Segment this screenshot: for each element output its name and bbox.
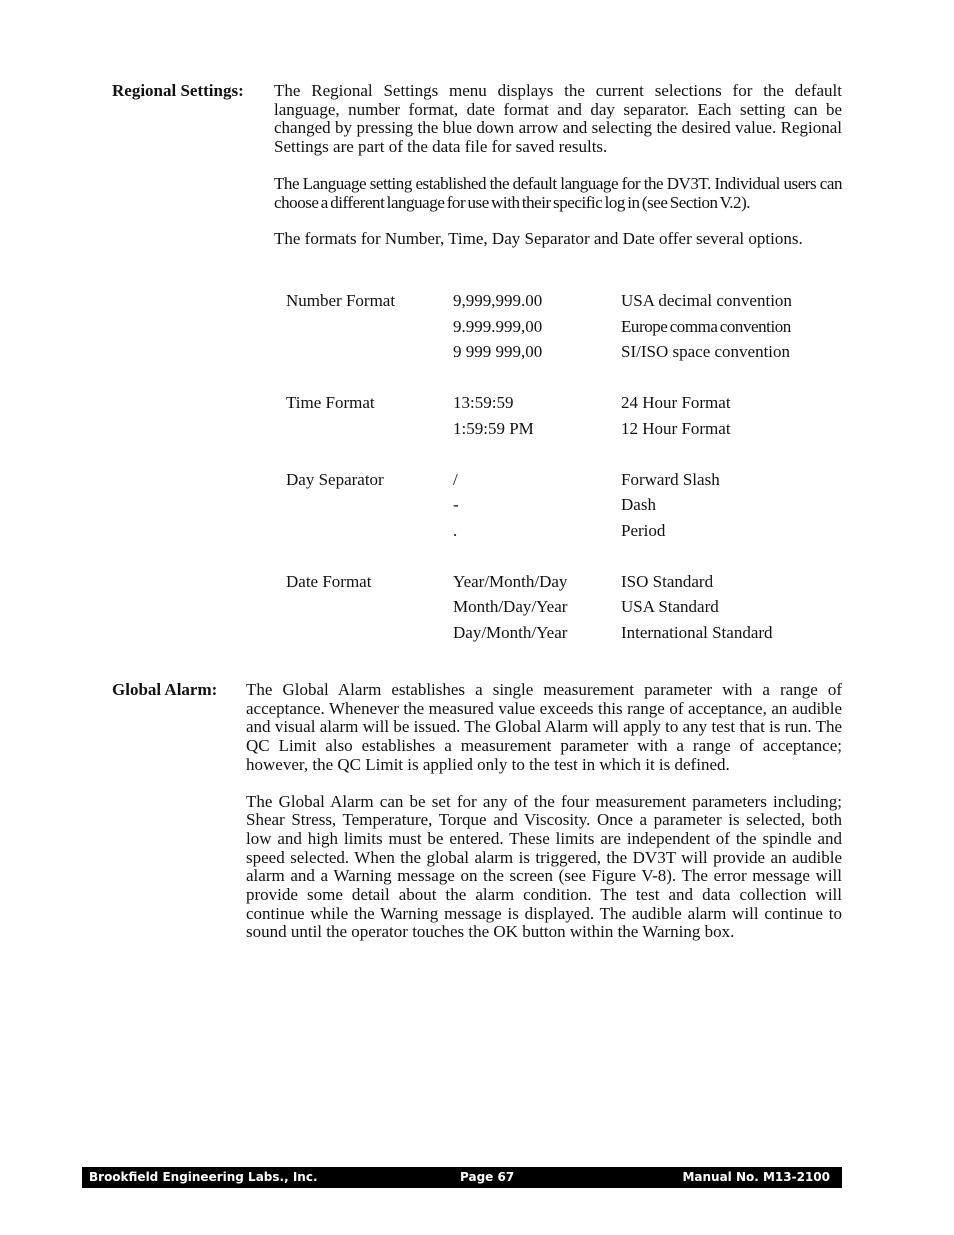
format-description: International Standard [621,622,773,642]
format-example: 9.999.999,00 [453,316,543,336]
regional-paragraph-2: The Language setting established the default language for the DV3T. Individual users can choose a different language for use with their specific log in (see Section V.2). [274,173,842,212]
format-description: Forward Slash [621,469,720,489]
regional-settings-section [112,82,842,267]
format-example: . [453,520,458,540]
format-description: USA decimal convention [621,291,792,310]
global-alarm-term: Global Alarm: [112,680,218,699]
format-description: USA Standard [621,597,719,616]
regional-paragraph-3: The formats for Number, Time, Day Separator and Date offer several options. [274,229,803,249]
page-footer [82,1167,842,1188]
footer-company: Brookfield Engineering Labs., Inc. [89,1170,318,1184]
format-example: / [453,469,458,489]
regional-settings-body [274,82,842,249]
format-label: Number Format [286,291,396,310]
format-description: Period [621,520,666,540]
regional-settings-term: Regional Settings: [112,81,244,100]
format-example: Day/Month/Year [453,622,568,642]
format-label: Date Format [286,571,372,591]
footer-manual-number: Manual No. M13-2100 [682,1170,830,1184]
format-example: 1:59:59 PM [453,418,534,438]
format-example: 13:59:59 [453,393,514,412]
regional-paragraph-1: The Regional Settings menu displays the current selections for the default language, number format, date format and day separator. Each setting can be changed by pressing the blue down arrow and selecting the desired value. Regional Settings are part of the data file for saved results. [274,81,842,157]
global-paragraph-2: The Global Alarm can be set for any of the four measurement parameters including; Shear Stress, Temperature, Torque and Viscosity. Once a parameter is selected, both low and high limits must be entered. These limits are independent of the spindle and speed selected. When the global alarm is triggered, the DV3T will provide an audible alarm and a Warning message on the screen (see Figure V-8). The error message will provide some detail about the alarm condition. The test and data collection will continue while the Warning message is displayed. The audible alarm will continue to sound until the operator touches the OK button within the Warning box. [246,791,842,942]
format-example: - [453,495,459,514]
format-example: Year/Month/Day [453,571,568,591]
format-label: Time Format [286,393,375,412]
format-description: Dash [621,495,656,514]
format-description: SI/ISO space convention [621,342,791,361]
global-paragraph-1: The Global Alarm establishes a single measurement parameter with a range of acceptance. Whenever the measured value exceeds this range of acceptance, an audible and visual alarm will be issued. The Global Alarm will apply to any test that is run. The QC Limit also establishes a measurement parameter with a range of acceptance; however, the QC Limit is applied only to the test in which it is defined. [246,680,842,774]
format-example: 9 999 999,00 [453,342,543,361]
format-label: Day Separator [286,469,384,489]
global-alarm-body [246,681,842,942]
format-description: Europe comma convention [621,316,791,336]
format-description: ISO Standard [621,571,714,591]
footer-page-number: Page 67 [460,1170,515,1184]
format-example: Month/Day/Year [453,597,568,616]
format-example: 9,999,999.00 [453,291,543,310]
global-alarm-section [112,681,842,960]
format-description: 12 Hour Format [621,418,731,438]
format-description: 24 Hour Format [621,393,731,412]
